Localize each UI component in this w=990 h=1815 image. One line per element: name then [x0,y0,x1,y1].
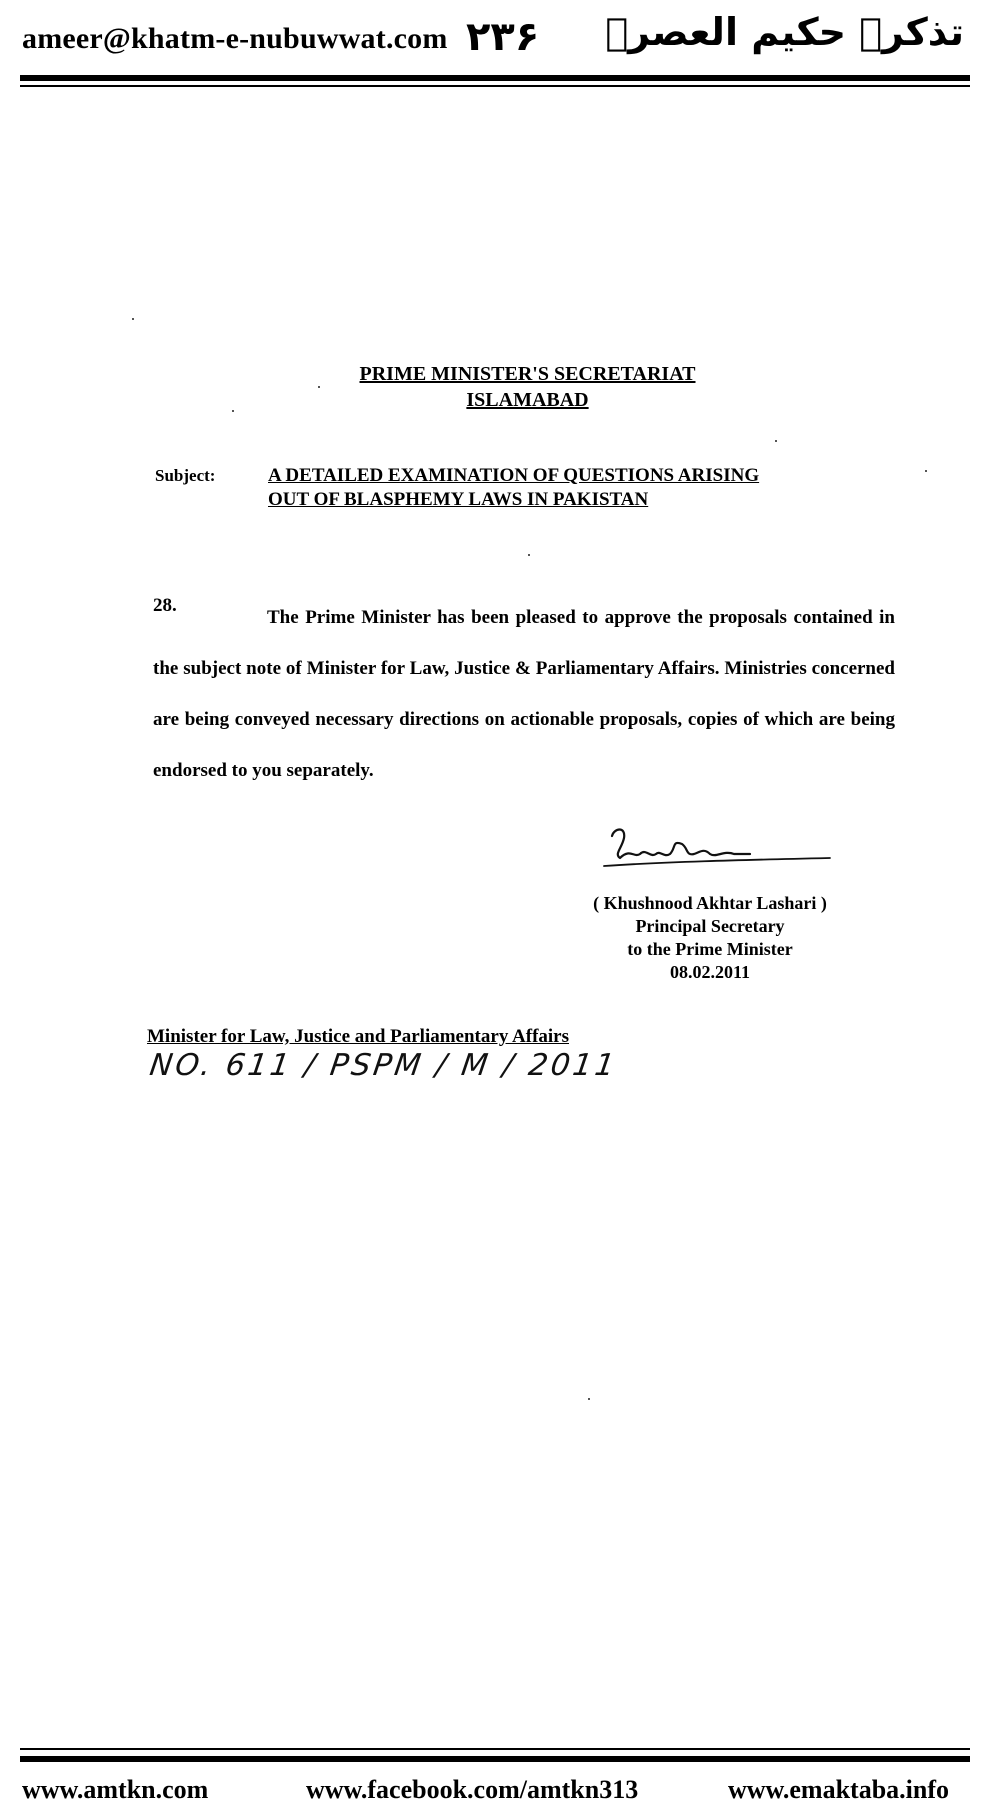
page-number: ۲۳۶ [466,14,540,60]
office-city: ISLAMABAD [466,389,589,411]
paragraph-number: 28. [153,595,177,616]
header-email: ameer@khatm-e-nubuwwat.com [22,22,448,55]
handwritten-reference-number: NO. 611 / PSPM / M / 2011 [147,1048,620,1083]
signatory-name: ( Khushnood Akhtar Lashari ) [593,893,827,913]
footer-rule-thin [20,1748,970,1750]
subject-text [268,464,888,512]
book-title-urdu: تذکرہ حکیم العصرؒ [605,10,964,54]
paragraph-body: The Prime Minister has been pleased to approve the proposals contained in the subject note of Minister for Law, Justice & Parliamentary Affairs. Ministries concerned are being conveyed necessary directions on actionable proposals, copies of which are being endorsed to you separately. [153,607,895,781]
document-date: 08.02.2011 [669,962,750,982]
footer-link-amtkn[interactable]: www.amtkn.com [22,1775,209,1804]
header-rule-thick [20,75,970,81]
subject-line-2: OUT OF BLASPHEMY LAWS IN PAKISTAN [268,489,649,510]
handwritten-signature [600,818,840,878]
scan-speck [588,1398,590,1400]
office-title: PRIME MINISTER'S SECRETARIAT [359,363,696,385]
scan-speck [528,554,530,556]
footer-rule-thick [20,1756,970,1762]
signatory-title: Principal Secretary [635,916,785,936]
scan-speck [925,470,927,472]
header-rule-thin [20,85,970,87]
footer-link-emaktaba[interactable]: www.emaktaba.info [728,1775,950,1804]
signatory-office: to the Prime Minister [627,939,793,959]
scan-speck [132,318,134,320]
scan-speck [775,440,777,442]
footer-link-facebook[interactable]: www.facebook.com/amtkn313 [306,1775,639,1804]
addressee: Minister for Law, Justice and Parliamentary Affairs [147,1026,569,1047]
subject-label: Subject: [155,466,216,485]
subject-line-1: A DETAILED EXAMINATION OF QUESTIONS ARISING [268,465,760,486]
